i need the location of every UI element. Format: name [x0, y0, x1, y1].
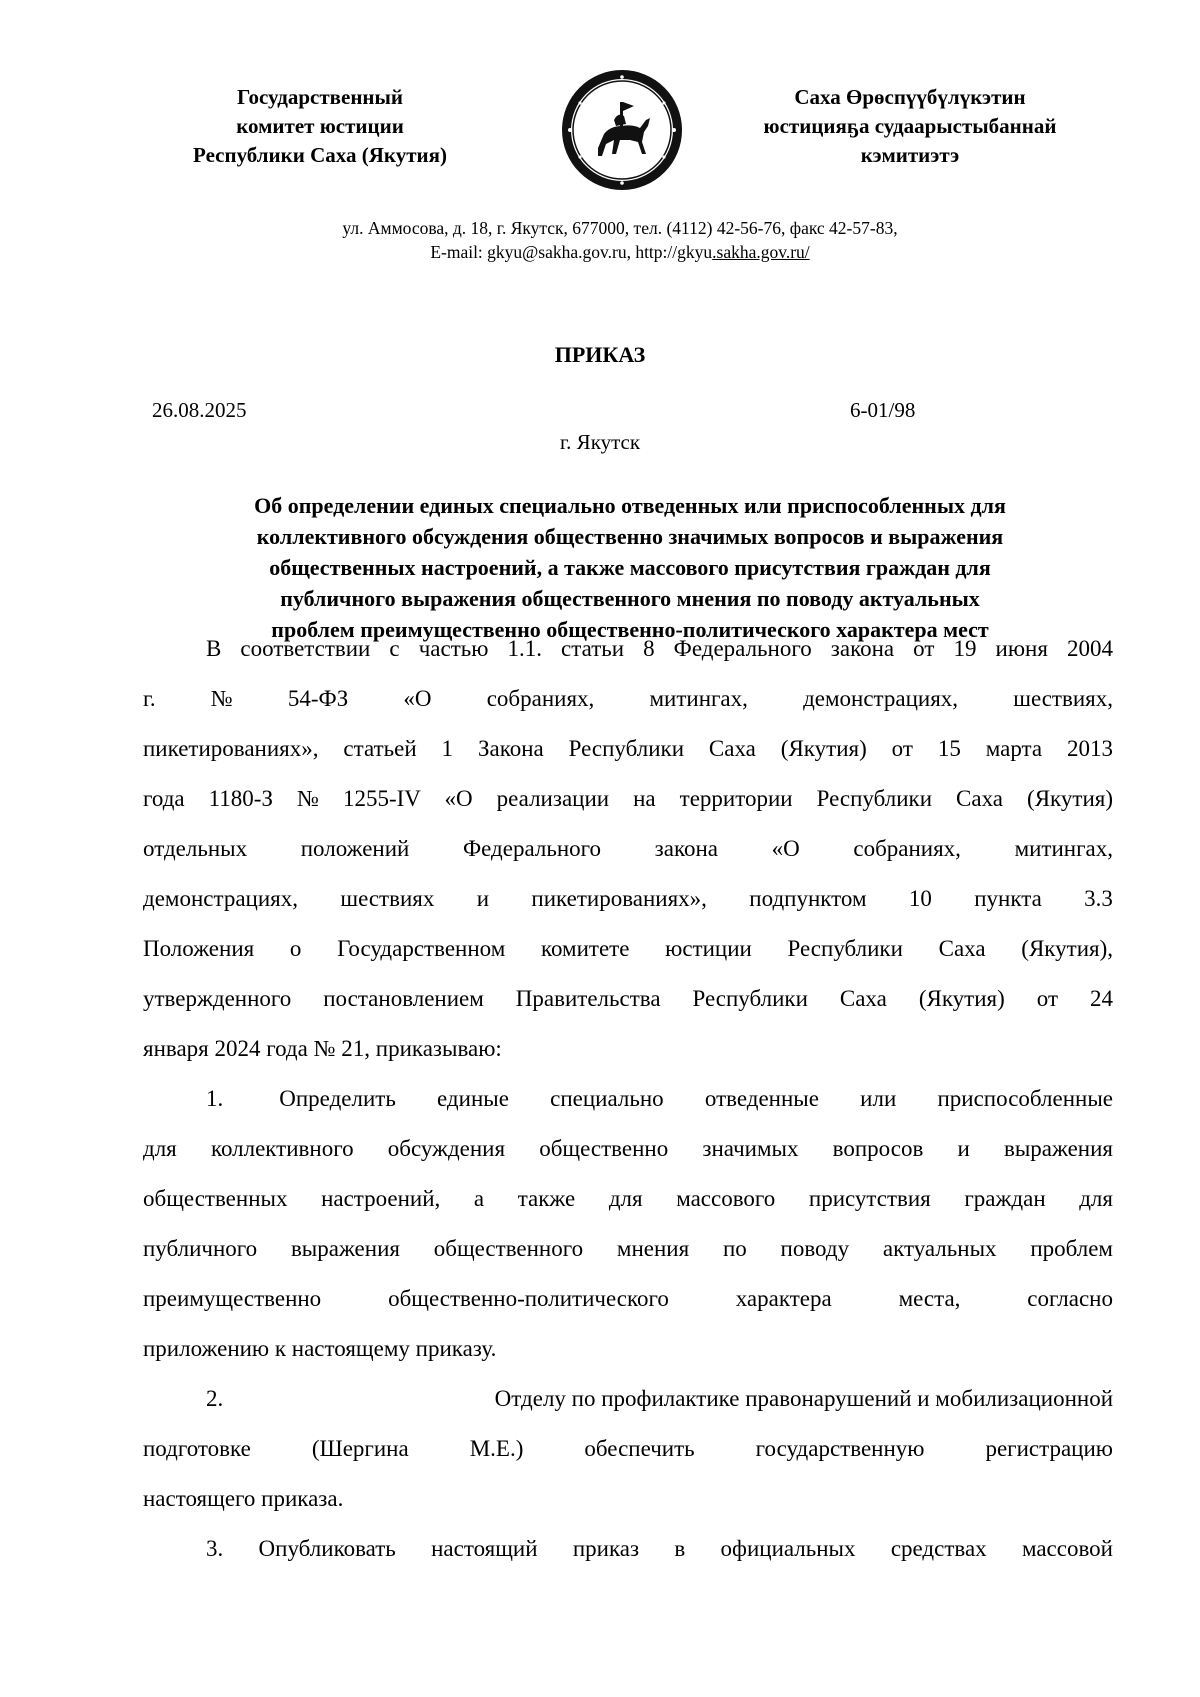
word: 10 — [908, 886, 932, 911]
word: митингах, — [649, 686, 748, 711]
document-city: г. Якутск — [559, 430, 641, 454]
word: 3.3 — [1084, 886, 1113, 911]
document-subject: Об определении единых специально отведенных или приспособленных для коллективного обсуждения общественно значимых вопросов и выражения общественных настроений, а также массового присутствия граждан для публичного выражения общественного мнения по поводу актуальных проблем преимущественно общественно-политического характера мест — [254, 493, 1006, 642]
word: собраниях, — [853, 836, 961, 861]
word: шествиях — [340, 886, 435, 911]
word: демонстрациях, — [803, 686, 959, 711]
preamble-paragraph: В соответствии с частью 1.1. статьи 8 Федерального закона от 19 июня 2004 г. № 54-ФЗ «О собраниях, митингах, демонстрациях, шествиях, пикетированиях», статьей 1 Закона Республики Саха (Якутия) от 15 марта 2013 года 1180-З № 1255-IV «О реализации на территории Республики Саха (Якутия) отдельных положений Федерального закона «О собраниях, митингах, демонстрациях, шествиях и пикетированиях», подпунктом 10 пункта 3.3 Положения о Государственном комитете юстиции Республики Саха (Якутия), утвержденного постановлением Правительства Республики Саха (Якутия) от 24 января 2024 года № 21, приказываю: — [143, 636, 1113, 1061]
word: 54-ФЗ — [287, 686, 349, 711]
word: М.Е.) — [469, 1436, 524, 1461]
address-line: ул. Аммосова, д. 18, г. Якутск, 677000, тел. (4112) 42-56-76, факс 42-57-83, — [342, 218, 898, 238]
word: положений — [300, 836, 410, 861]
word: регистрацию — [985, 1436, 1113, 1461]
word: № — [210, 686, 233, 711]
header-right-org-name: Саха Өрөспүүбүлүкэтин юстицияҕа судаарыстыбаннай кэмитиэтэ — [763, 85, 1057, 167]
word: пункта — [974, 886, 1042, 911]
word: и — [476, 886, 490, 911]
document-number: 6-01/98 — [850, 398, 916, 422]
word: подпунктом — [749, 886, 867, 911]
word: шествиях, — [1013, 686, 1113, 711]
word: преимущественно — [143, 1286, 322, 1311]
word: (Шергина — [311, 1436, 409, 1461]
word: демонстрациях, — [143, 886, 298, 911]
word: отдельных — [143, 836, 248, 861]
order-item-1: 1. Определить единые специально отведенные или приспособленные для коллективного обсуждения общественно значимых вопросов и выражения общественных настроений, а также для массового присутствия граждан для публичного выражения общественного мнения по поводу актуальных проблем преимущественно общественно-политического характера места, согласно приложению к настоящему приказу. — [143, 1074, 1113, 1374]
document-date: 26.08.2025 — [152, 398, 247, 422]
word: обеспечить — [584, 1436, 695, 1461]
email-website-line: E-mail: gkyu@sakha.gov.ru, http://gkyu.sakha.gov.ru/ — [430, 242, 810, 262]
word: «О — [771, 836, 800, 861]
item-number: 1. — [206, 1086, 224, 1111]
header-left-org-name: Государственный комитет юстиции Республики Саха (Якутия) — [193, 85, 447, 167]
document-title: ПРИКАЗ — [554, 342, 646, 367]
word: согласно — [1027, 1286, 1113, 1311]
word: подготовке — [143, 1436, 251, 1461]
word: собраниях, — [486, 686, 595, 711]
word: характера — [735, 1286, 832, 1311]
word: государственную — [755, 1436, 925, 1461]
word: закона — [654, 836, 718, 861]
word: места, — [898, 1286, 961, 1311]
word: общественно-политического — [388, 1286, 669, 1311]
word: Федерального — [462, 836, 602, 861]
word: пикетированиях», — [531, 886, 707, 911]
order-item-3: 3. Опубликовать настоящий приказ в официальных средствах массовой — [206, 1536, 1113, 1561]
contact-details — [180, 216, 1060, 264]
item-number: 2. — [206, 1386, 224, 1411]
website-link[interactable]: .sakha.gov.ru/ — [712, 242, 810, 262]
order-item-2: 2. Отделу по профилактике правонарушений и мобилизационной подготовке (Шергина М.Е.) обеспечить государственную регистрацию настоящего приказа. — [143, 1374, 1113, 1524]
word: г. — [143, 686, 156, 711]
word: митингах, — [1014, 836, 1113, 861]
word: «О — [403, 686, 432, 711]
coat-of-arms-icon — [560, 68, 684, 192]
